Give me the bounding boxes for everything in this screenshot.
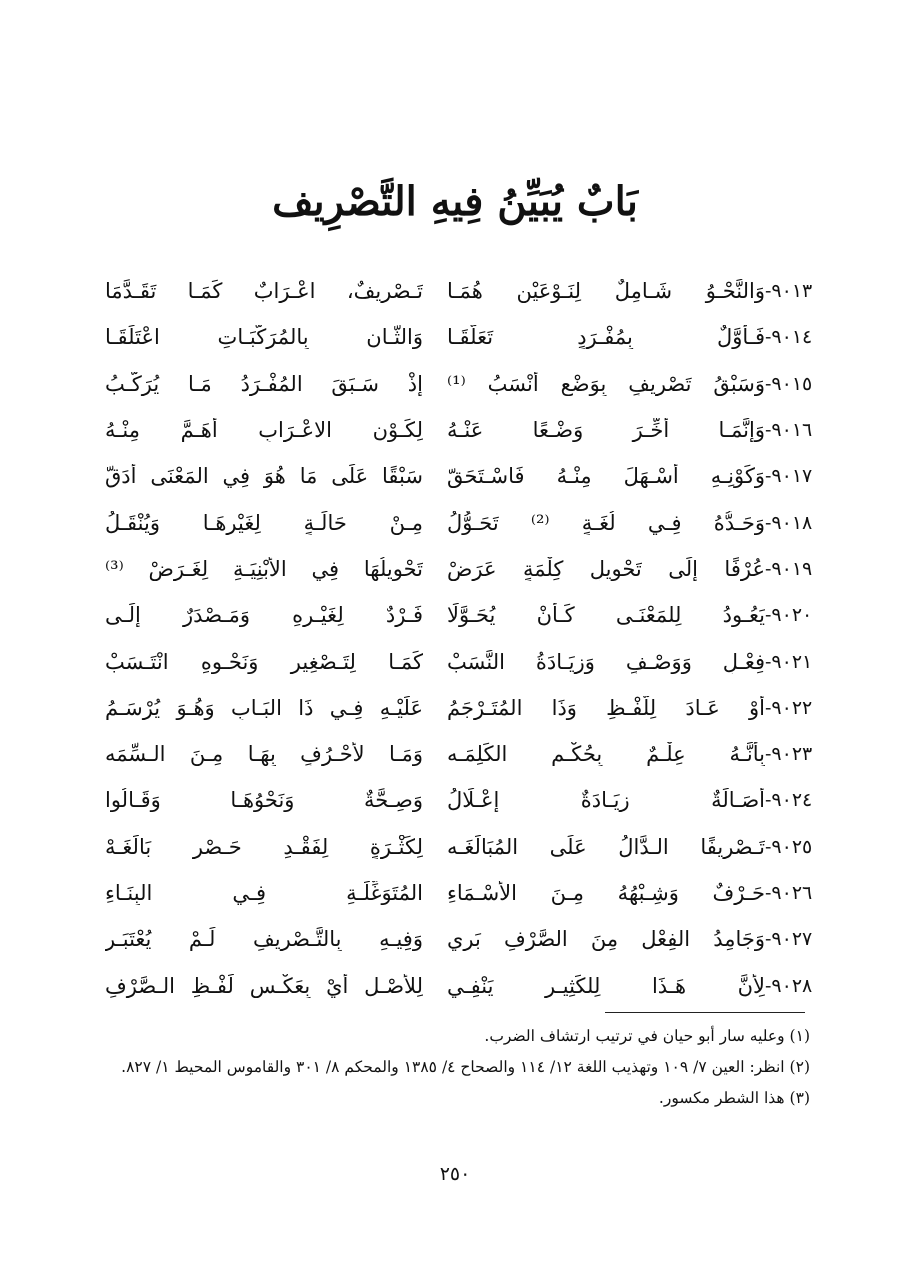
verse-number: ٩٠٢١- — [765, 650, 813, 673]
verse-number: ٩٠١٥- — [765, 372, 813, 395]
verse-line — [105, 638, 813, 684]
first-hemistich: وَكَوْنِـهِ أَسْـهَلَ مِنْـهُ فَاسْـتَحَقّ — [447, 464, 765, 489]
first-hemistich: بِأَنَّـهُ عِلْـمٌ بِحُكْـمِ الكَلِمَـه — [447, 742, 765, 767]
verse-number: ٩٠٢٧- — [765, 928, 813, 951]
first-hemistich: وَحَـدُّهُ فِـي لُغَـةٍ ⁽²⁾ تَحَـوُّلُ — [447, 510, 765, 535]
second-hemistich: وَفِيـهِ بِالتَّـصْرِيفِ لَـمْ يُعْتَبَـرِ — [105, 927, 423, 952]
footnote-text: وعليه سار أبو حيان في ترتيب ارتشاف الضرب. — [484, 1027, 785, 1045]
verse-number: ٩٠٢٠- — [765, 604, 813, 627]
verse-line — [105, 824, 813, 870]
footnote-text: هذا الشطر مكسور. — [658, 1089, 785, 1107]
footnote — [100, 1086, 810, 1110]
verse-line — [105, 685, 813, 731]
first-hemistich: وَالنَّحْـوُ شَـامِلٌ لِنَـوْعَيْنِ هُمَـا — [447, 279, 765, 304]
second-hemistich: المُتَوَغِّلَـةِ فِـي البِنَـاءِ — [105, 881, 423, 905]
verse-line — [105, 777, 813, 823]
first-hemistich: عُرْفًا إِلَى تَحْوِيلِ كِلْمَةٍ عَرَضْ — [447, 556, 765, 581]
verse-line — [105, 546, 813, 592]
verse-line — [105, 407, 813, 453]
verse-number: ٩٠١٧- — [765, 465, 813, 488]
first-hemistich: لِأَنَّ هَـذَا لِلكَثِيـرِ يَنْفِـي — [447, 973, 765, 998]
verse-number: ٩٠١٨- — [765, 511, 813, 534]
verse-number: ٩٠٢٨- — [765, 974, 813, 997]
verse-line — [105, 916, 813, 962]
second-hemistich: تَحْوِيلُهَا فِي الأَبْنِيَـةِ لِغَـرَضْ ⁽³⁾ — [105, 556, 423, 581]
verse-line — [105, 731, 813, 777]
verse-line — [105, 453, 813, 499]
verse-line — [105, 592, 813, 638]
verse-line — [105, 499, 813, 545]
first-hemistich: تَـصْرِيفًا الـدَّالُ عَلَى المُبَالَغَـه — [447, 834, 765, 859]
verse-number: ٩٠١٦- — [765, 419, 813, 442]
second-hemistich: فَـرْدٌ لِغَيْـرِهِ وَمَـصْدَرٌ إِلَـى — [105, 603, 423, 628]
verse-number: ٩٠٢٦- — [765, 882, 813, 904]
footnote-mark: (٣) — [789, 1089, 810, 1107]
first-hemistich: فَـأَوَّلٌ بِمُفْـرَدٍ تَعَلَّقَـا — [447, 325, 765, 350]
second-hemistich: لِلأَصْـلِ أَيْ بِعَكْـسِ لَفْـظِ الـصَّرْفِ — [105, 973, 423, 998]
verse-number: ٩٠٢٤- — [765, 789, 813, 812]
verse-number: ٩٠١٣- — [765, 280, 813, 303]
verse-line — [105, 870, 813, 916]
second-hemistich: وَصِـحَّةٌ وَنَحْوُهَـا وَقَـالُوا — [105, 788, 423, 813]
footnote-text: انظر: العين ٧/ ١٠٩ وتهذيب اللغة ١٢/ ١١٤ والصحاح ٤/ ١٣٨٥ والمحكم ٨/ ٣٠١ والقاموس المحيط ١/ ٨٢٧. — [121, 1058, 785, 1076]
second-hemistich: كَمَـا لِتَـصْغِيرٍ وَنَحْـوِهِ انْتَـسَبْ — [105, 649, 423, 674]
verse-line — [105, 962, 813, 1008]
verse-line — [105, 268, 813, 314]
verse-number: ٩٠١٤- — [765, 326, 813, 349]
footnote — [100, 1055, 810, 1079]
first-hemistich: حَـرْفٌ وَشِـبْهُهُ مِـنَ الأَسْـمَاءِ — [447, 881, 765, 905]
first-hemistich: أَوْ عَـادَ لِلَّفْـظِ وَذَا المُتَـرْجَمُ — [447, 695, 765, 720]
verse-number: ٩٠٢٢- — [765, 696, 813, 719]
second-hemistich: إِذْ سَـبَقَ المُفْـرَدُ مَـا يُرَكَّـبُ — [105, 371, 423, 396]
second-hemistich: سَبْقًا عَلَى مَا هُوَ فِي المَعْنَى أَدَقّ — [105, 464, 423, 489]
footnote-separator — [605, 1012, 805, 1013]
verse-number: ٩٠٢٥- — [765, 835, 813, 858]
footnote-mark: (٢) — [789, 1058, 810, 1076]
second-hemistich: لِكَثْـرَةٍ لِفَقْـدِ حَـصْرٍ بَالَغَـهْ — [105, 834, 423, 859]
first-hemistich: وَجَامِدُ الفِعْلِ مِنَ الصَّرْفِ بَرِي — [447, 927, 765, 952]
chapter-title: بَابٌ يُبَيِّنُ فِيهِ التَّصْرِيف — [272, 178, 638, 225]
second-hemistich: وَالثَّـانِ بِالمُرَكَّبَـاتِ اعْتَلَقَـا — [105, 325, 423, 350]
footnote-mark: (١) — [789, 1027, 810, 1045]
second-hemistich: عَلَيْـهِ فِـي ذَا البَـابِ وَهُـوَ يُرْسَـمُ — [105, 695, 423, 720]
second-hemistich: وَمَـا لأَحْـرُفٍ بِهَـا مِـنَ الـسِّمَه — [105, 742, 423, 767]
verse-line — [105, 361, 813, 407]
footnotes — [100, 1024, 810, 1117]
verse-number: ٩٠١٩- — [765, 557, 813, 580]
second-hemistich: لِكَـوْنِ الاعْـرَابِ أَهَـمَّ مِنْـهُ — [105, 418, 423, 443]
second-hemistich: تَـصْرِيفٌ، اعْـرَابٌ كَمَـا تَقَـدَّمَا — [105, 279, 423, 304]
verse-list — [105, 268, 813, 1009]
footnote — [100, 1024, 810, 1048]
first-hemistich: وَسَبْقُ تَصْرِيفٍ بِوَضْعٍ أَنْسَبُ ⁽¹⁾ — [447, 371, 765, 396]
first-hemistich: وَإِنَّمَـا أُخِّـرَ وَضْـعًا عَنْـهُ — [447, 418, 765, 443]
first-hemistich: أَصَـالَةٌ زِيَـادَةٌ إِعْـلَالُ — [447, 788, 765, 813]
first-hemistich: يَعُـودُ لِلمَعْنَـى كَـأَنْ يُحَـوَّلَا — [447, 603, 765, 628]
verse-line — [105, 314, 813, 360]
page-number: ٢٥٠ — [439, 1163, 471, 1185]
second-hemistich: مِـنْ حَالَـةٍ لِغَيْرِهَـا وَيُنْقَـلُ — [105, 510, 423, 535]
first-hemistich: فِعْـلٍ وَوَصْـفٍ وَزِيَـادَةُ النَّسَبْ — [447, 649, 765, 674]
verse-number: ٩٠٢٣- — [765, 743, 813, 766]
